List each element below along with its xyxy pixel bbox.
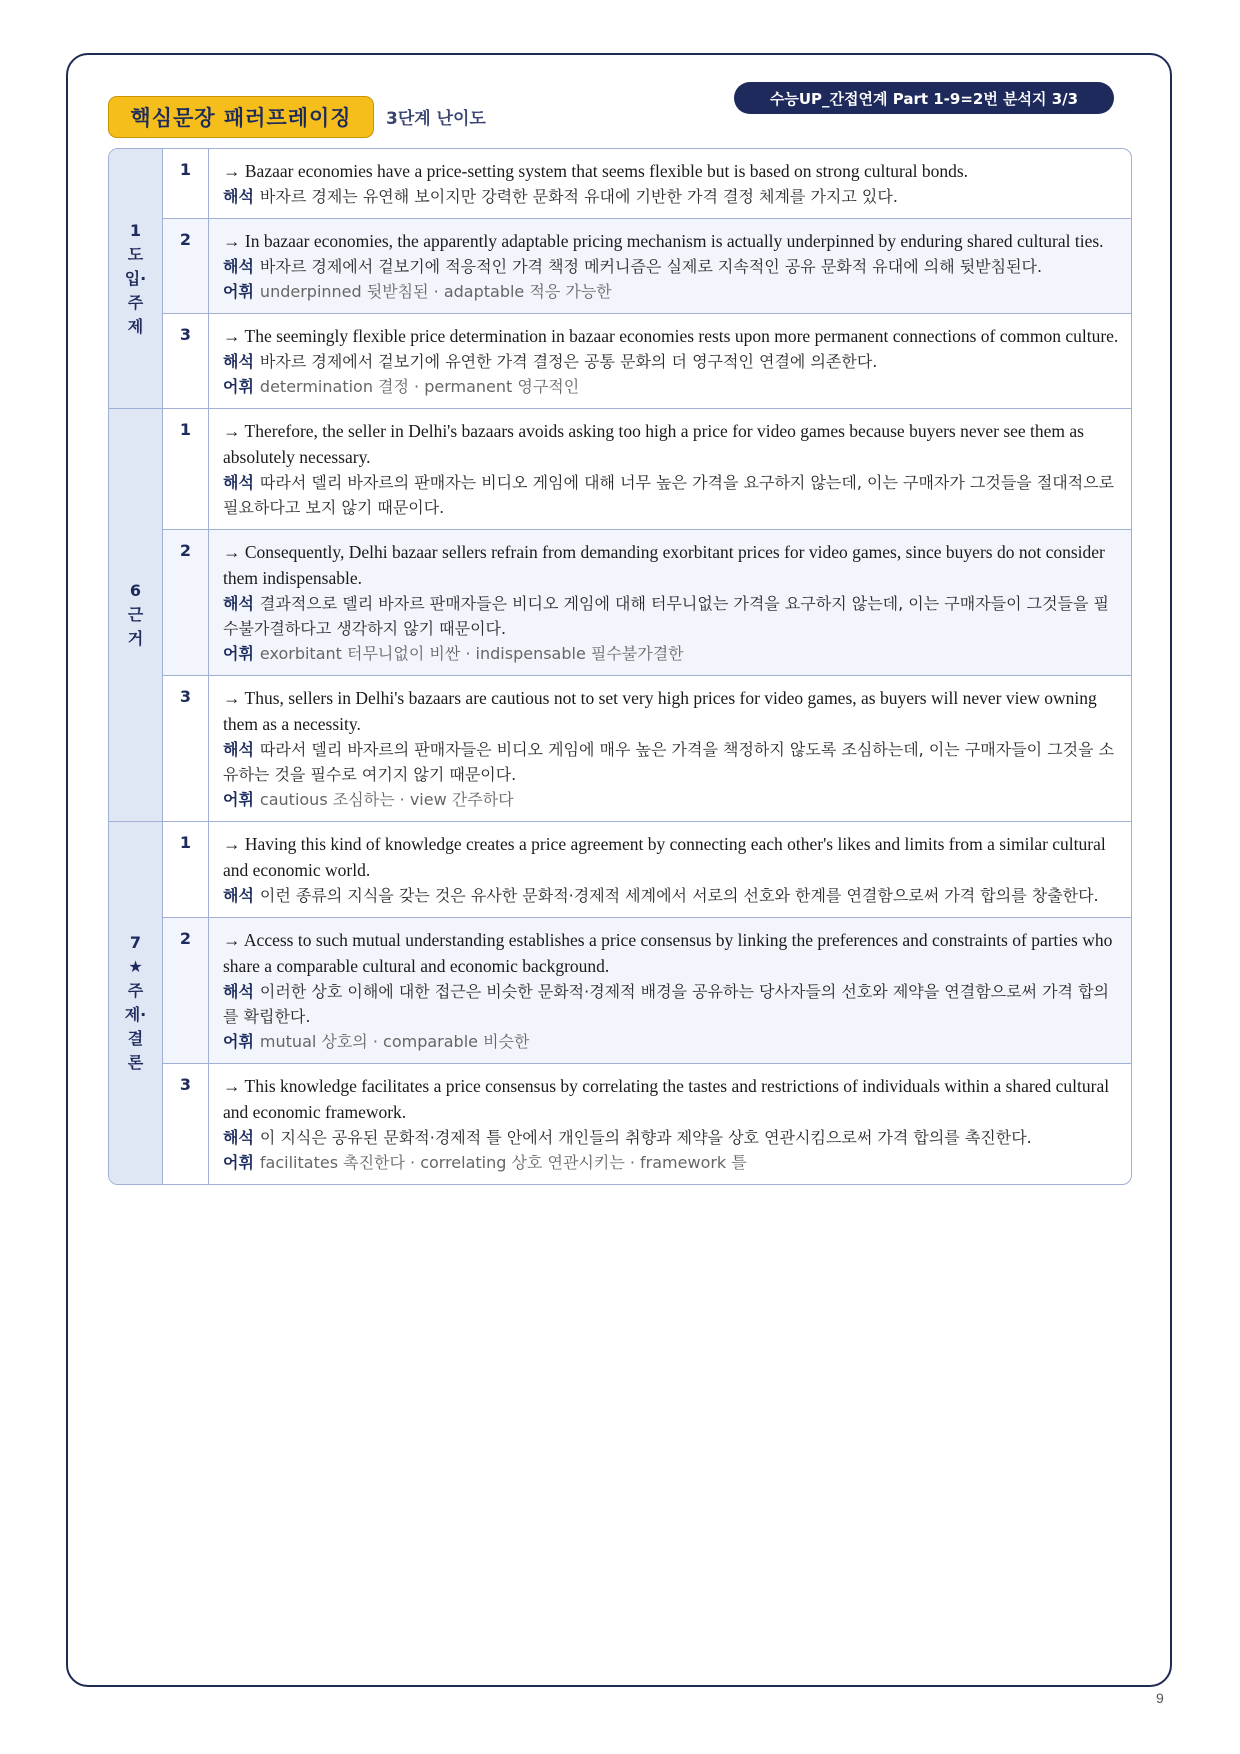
- table-row: [163, 149, 1131, 219]
- vocab-text: facilitates 촉진한다 · correlating 상호 연관시키는 · framework 틀: [259, 1153, 747, 1172]
- english-sentence: → Having this kind of knowledge creates a price agreement by connecting each other's likes and limits from a similar cultural and economic world.: [223, 834, 1106, 880]
- section-label-line: 입·: [124, 268, 147, 288]
- table-row: [163, 1064, 1131, 1184]
- english-sentence: → Consequently, Delhi bazaar sellers refrain from demanding exorbitant prices for video games, since buyers do not consider them indispensable.: [223, 542, 1105, 588]
- vocabulary-line: [223, 279, 1119, 304]
- english-sentence: → Thus, sellers in Delhi's bazaars are cautious not to set very high prices for video games, as buyers will never view owning them as a necessity.: [223, 688, 1097, 734]
- section-label-line: 도: [127, 244, 144, 264]
- vocabulary-line: [223, 1029, 1119, 1054]
- row-content: [209, 1064, 1131, 1184]
- korean-translation: [223, 349, 1119, 374]
- row-number: 1: [163, 409, 209, 529]
- section-rows: [163, 409, 1131, 821]
- section-label: [109, 149, 163, 408]
- table-row: [163, 530, 1131, 676]
- vocab-text: exorbitant 터무니없이 비싼 · indispensable 필수불가결한: [259, 644, 684, 663]
- row-number: 3: [163, 1064, 209, 1184]
- section-rows: [163, 149, 1131, 408]
- translation-tag: 해석: [223, 982, 254, 1001]
- vocab-tag: 어휘: [223, 377, 254, 396]
- translation-tag: 해석: [223, 352, 254, 371]
- section-1: [109, 149, 1131, 409]
- translation-text: 이 지식은 공유된 문화적·경제적 틀 안에서 개인들의 취향과 제약을 상호 연관시킴으로써 가격 합의를 촉진한다.: [259, 1128, 1032, 1147]
- section-label: [109, 409, 163, 821]
- english-sentence: → Bazaar economies have a price-setting system that seems flexible but is based on strong cultural bonds.: [223, 161, 969, 181]
- section-label-line: 6: [129, 581, 142, 600]
- table-row: [163, 676, 1131, 821]
- table-row: [163, 314, 1131, 408]
- english-sentence: → In bazaar economies, the apparently adaptable pricing mechanism is actually underpinned by enduring shared cultural ties.: [223, 231, 1104, 251]
- vocabulary-line: [223, 1150, 1119, 1175]
- page-number: 9: [1156, 1690, 1164, 1706]
- vocab-tag: 어휘: [223, 644, 254, 663]
- translation-tag: 해석: [223, 257, 254, 276]
- translation-text: 결과적으로 델리 바자르 판매자들은 비디오 게임에 대해 터무니없는 가격을 요구하지 않는데, 이는 구매자들이 그것들을 필수불가결하다고 생각하지 않기 때문이다.: [223, 594, 1110, 638]
- translation-tag: 해석: [223, 594, 254, 613]
- vocab-text: mutual 상호의 · comparable 비슷한: [259, 1032, 530, 1051]
- translation-text: 이런 종류의 지식을 갖는 것은 유사한 문화적·경제적 세계에서 서로의 선호와 한계를 연결함으로써 가격 합의를 창출한다.: [259, 886, 1099, 905]
- row-number: 3: [163, 676, 209, 821]
- translation-text: 따라서 델리 바자르의 판매자들은 비디오 게임에 매우 높은 가격을 책정하지 않도록 조심하는데, 이는 구매자들이 그것을 소유하는 것을 필수로 여기지 않기 때문이다.: [223, 740, 1115, 784]
- english-sentence: → This knowledge facilitates a price consensus by correlating the tastes and restrictions of individuals within a shared cultural and economic framework.: [223, 1076, 1110, 1122]
- section-label-line: 거: [127, 629, 144, 648]
- translation-text: 바자르 경제는 유연해 보이지만 강력한 문화적 유대에 기반한 가격 결정 체계를 가지고 있다.: [259, 187, 898, 206]
- section-label-text: [128, 579, 143, 651]
- table-row: [163, 219, 1131, 314]
- vocabulary-line: [223, 641, 1119, 666]
- source-badge: 수능UP_간접연계 Part 1-9=2번 분석지 3/3: [734, 82, 1114, 114]
- korean-translation: [223, 591, 1119, 641]
- section-label-line: 1: [129, 220, 142, 240]
- row-content: [209, 530, 1131, 675]
- english-sentence: → The seemingly flexible price determination in bazaar economies rests upon more permanent connections of common culture.: [223, 326, 1119, 346]
- section-label: [109, 822, 163, 1184]
- korean-translation: [223, 737, 1119, 787]
- row-content: [209, 314, 1131, 408]
- english-sentence: → Therefore, the seller in Delhi's bazaars avoids asking too high a price for video games because buyers never see them as absolutely necessary.: [223, 421, 1084, 467]
- row-number: 2: [163, 530, 209, 675]
- row-number: 2: [163, 918, 209, 1063]
- english-sentence: → Access to such mutual understanding establishes a price consensus by linking the preferences and constraints of parties who share a comparable cultural and economic background.: [223, 930, 1113, 976]
- translation-text: 바자르 경제에서 겉보기에 유연한 가격 결정은 공통 문화의 더 영구적인 연결에 의존한다.: [259, 352, 878, 371]
- section-label-line: 주: [127, 292, 144, 312]
- korean-translation: [223, 979, 1119, 1029]
- row-content: [209, 676, 1131, 821]
- row-content: [209, 409, 1131, 529]
- row-number: 2: [163, 219, 209, 313]
- vocab-tag: 어휘: [223, 1153, 254, 1172]
- table-row: [163, 918, 1131, 1064]
- section-label-text: [125, 219, 147, 339]
- vocab-tag: 어휘: [223, 1032, 254, 1051]
- row-number: 1: [163, 149, 209, 218]
- translation-text: 바자르 경제에서 겉보기에 적응적인 가격 책정 메커니즘은 실제로 지속적인 공유 문화적 유대에 의해 뒷받침된다.: [259, 257, 1043, 276]
- vocab-tag: 어휘: [223, 282, 254, 301]
- translation-text: 따라서 델리 바자르의 판매자는 비디오 게임에 대해 너무 높은 가격을 요구하지 않는데, 이는 구매자가 그것들을 절대적으로 필요하다고 보지 않기 때문이다.: [223, 473, 1115, 517]
- translation-text: 이러한 상호 이해에 대한 접근은 비슷한 문화적·경제적 배경을 공유하는 당사자들의 선호와 제약을 연결함으로써 가격 합의를 확립한다.: [223, 982, 1110, 1026]
- vocab-text: cautious 조심하는 · view 간주하다: [259, 790, 514, 809]
- section-label-line: 제·: [124, 1005, 147, 1024]
- page-title: 핵심문장 패러프레이징: [108, 96, 374, 138]
- translation-tag: 해석: [223, 187, 254, 206]
- table-row: [163, 822, 1131, 918]
- korean-translation: [223, 254, 1119, 279]
- section-label-line: ★: [128, 957, 143, 976]
- difficulty-label: 3단계 난이도: [386, 109, 486, 129]
- row-content: [209, 149, 1131, 218]
- korean-translation: [223, 1125, 1119, 1150]
- translation-tag: 해석: [223, 886, 254, 905]
- vocabulary-line: [223, 787, 1119, 812]
- vocab-text: determination 결정 · permanent 영구적인: [259, 377, 580, 396]
- section-label-text: [125, 931, 147, 1075]
- section-2: [109, 409, 1131, 822]
- row-content: [209, 822, 1131, 917]
- section-label-line: 7: [129, 933, 142, 952]
- vocab-text: underpinned 뒷받침된 · adaptable 적응 가능한: [259, 282, 612, 301]
- korean-translation: [223, 883, 1119, 908]
- translation-tag: 해석: [223, 473, 254, 492]
- section-label-line: 근: [127, 605, 144, 624]
- section-label-line: 주: [127, 981, 144, 1000]
- translation-tag: 해석: [223, 740, 254, 759]
- row-number: 1: [163, 822, 209, 917]
- section-rows: [163, 822, 1131, 1184]
- section-label-line: 결: [127, 1029, 144, 1048]
- vocab-tag: 어휘: [223, 790, 254, 809]
- section-3: [109, 822, 1131, 1184]
- section-label-line: 제: [127, 316, 144, 336]
- table-row: [163, 409, 1131, 530]
- row-number: 3: [163, 314, 209, 408]
- section-label-line: 론: [127, 1053, 144, 1072]
- row-content: [209, 918, 1131, 1063]
- korean-translation: [223, 184, 1119, 209]
- korean-translation: [223, 470, 1119, 520]
- translation-tag: 해석: [223, 1128, 254, 1147]
- vocabulary-line: [223, 374, 1119, 399]
- paraphrase-table: [108, 148, 1132, 1185]
- row-content: [209, 219, 1131, 313]
